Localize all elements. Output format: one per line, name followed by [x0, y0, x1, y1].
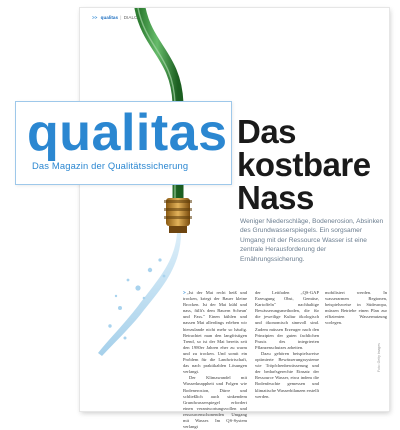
article-lead: Weniger Niederschläge, Bodenerosion, Absinken des Grundwasserspiegels. Ein sorgsamer Umgang mit der Ressource Wasser ist eine zentrale Herausforderung der Ernährungssicherung.: [240, 218, 384, 263]
column-1-paragraph-1: „Ist der Mai recht heiß und trocken, kriegt der Bauer kleine Brocken. Ist der Mai kühl und nass, füllt's dem Bauern Scheun' und Fass." Einen kühlen und nassen Mai allerdings erleben wir hierzulande nicht mehr so häufig. Betrachtet man den langfristigen Trend, so ist der Mai bereits seit den 1980er Jahren eher zu warm und zu trocken. Und somit ein Problem für die Landwirtschaft, das nach praktikablen Lösungen verlangt.: [183, 290, 247, 375]
body-column-1: [183, 290, 247, 430]
photo-credit: Foto: Getty Images: [377, 343, 381, 372]
chevron-right-icon: >>: [92, 15, 98, 20]
qualitas-logo: [15, 101, 232, 185]
headline-line-2: kostbare: [237, 146, 371, 183]
column-3-paragraph-1: mobilisiert werden. In wasserarmen Regionen, beispielsweise in Südeuropa, müssen Betriebe einen Plan zur effizienten Wassernutzung vorlegen.: [325, 290, 387, 326]
headline-line-1: Das: [237, 113, 297, 150]
body-column-2: [255, 290, 319, 400]
running-head-separator: |: [120, 15, 122, 20]
body-column-3: [325, 290, 387, 327]
running-head-brand: qualitas: [100, 15, 119, 20]
column-1-paragraph-2: Der Klimawandel mit Wasserknappheit und Folgen wie Bodenerosion, Dürre und schließlich auch sinkendem Grundwasserspiegel erfordert einen verantwortungsvollen und ressourcenschonenden Umgang mit Wasser. Im QS-System verlangt: [183, 375, 247, 430]
running-head-section: DIALOGE: [123, 15, 145, 20]
logo-tagline: Das Magazin der Qualitätssicherung: [32, 160, 189, 171]
water-stream: [98, 233, 181, 356]
column-2-paragraph-2: Dazu gehören beispielsweise optimierte Bewässerungssysteme wie Tröpfchenbewässerung und der bedarfsgerechte Einsatz der Ressource Wasser, etwa indem die Bodenfeuchte gemessen und klimatische Wasserbilanzen erstellt werden.: [255, 350, 319, 399]
article-start-marker: >: [183, 290, 186, 295]
article-headline: [237, 115, 371, 214]
logo-wordmark: qualitas: [27, 104, 228, 162]
headline-line-3: Nass: [237, 179, 314, 216]
column-2-paragraph-1: der Leitfaden „QS-GAP Erzeugung Obst, Gemüse, Kartoffeln" nachhaltige Bewässerungsmethoden, die für die jeweilige Kultur ökologisch und ökonomisch sinnvoll sind. Zudem müssen Erzeuger nach den Prinzipien der guten fachlichen Praxis des integrierten Pflanzenschutzes arbeiten.: [255, 290, 319, 350]
